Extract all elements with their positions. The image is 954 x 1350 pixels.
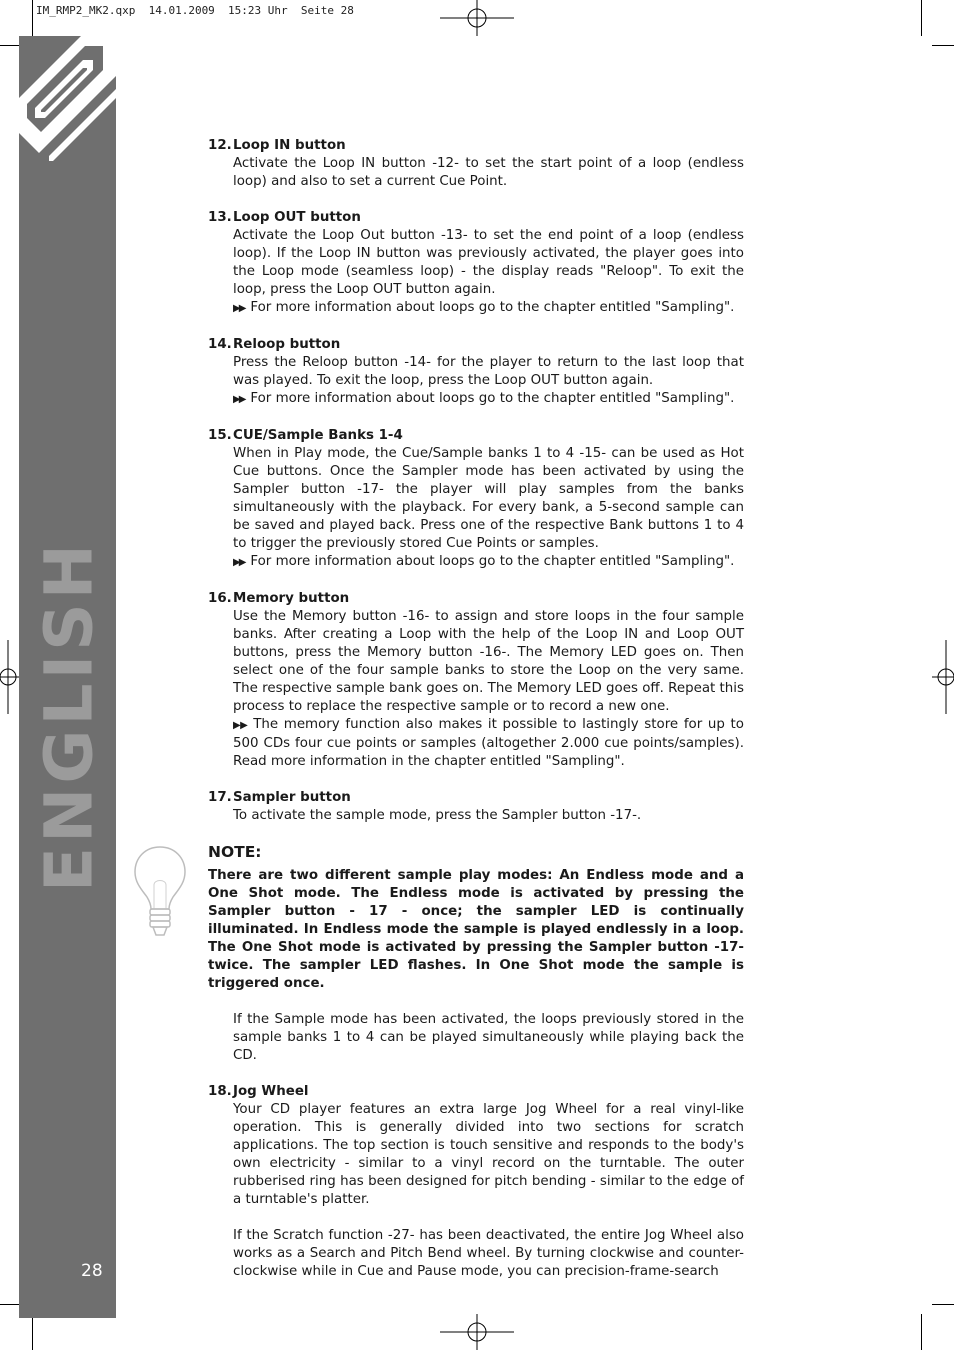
cross-reference: ▶▶ For more information about loops go to the chapter entitled "Sampling". bbox=[233, 300, 735, 315]
section-jog-wheel bbox=[208, 1083, 744, 1281]
paragraph: Use the Memory button -16- to assign and store loops in the four sample banks. After creating a Loop with the help of the Loop IN and Loop OUT buttons, press the Memory button -16-. The Memory LED goes on. Then select one of the four sample banks to store the Loop on the very same. The respective sample bank goes on. The Memory LED goes off. Repeat this process to replace the respective sample or to record a new one. bbox=[233, 609, 744, 714]
section-sampler bbox=[208, 789, 744, 825]
note-text: There are two different sample play modes: An Endless mode and a One Shot mode. The Endless mode is activated by pressing the Sampler button - 17 - once; the sampler LED is continually illuminated. In Endless mode the sample is played endlessly in a loop. The One Shot mode is activated by pressing the Sampler button -17- twice. The sampler LED flashes. In One Shot mode the sample is triggered once. bbox=[208, 868, 744, 991]
section-loop-in bbox=[208, 137, 744, 191]
section-reloop bbox=[208, 336, 744, 409]
section-body bbox=[233, 608, 744, 771]
double-arrow-icon: ▶▶ bbox=[233, 720, 248, 731]
section-body bbox=[233, 807, 744, 825]
sidebar bbox=[19, 36, 116, 1318]
page-number: 28 bbox=[81, 1261, 103, 1281]
paragraph: To activate the sample mode, press the Sampler button -17-. bbox=[233, 808, 642, 823]
section-body bbox=[233, 227, 744, 318]
crop-mark bbox=[932, 1304, 954, 1305]
section-body bbox=[233, 354, 744, 409]
paragraph: When in Play mode, the Cue/Sample banks 1 to 4 -15- can be used as Hot Cue buttons. Once the Sampler mode has been activated by using the Sampler button -17- the player will play samples from the banks simultaneously with the playback. For every bank, a 5-second sample can be saved and played back. Press one of the respective Bank buttons 1 to 4 to trigger the previously stored Cue Points or samples. bbox=[233, 446, 744, 551]
section-body bbox=[233, 1101, 744, 1281]
section-title: 13.Loop OUT button bbox=[208, 210, 361, 225]
section-title: 16.Memory button bbox=[208, 591, 350, 606]
paragraph: If the Scratch function -27- has been deactivated, the entire Jog Wheel also works as a Search and Pitch Bend wheel. By turning clockwise and counter-clockwise while in Cue and Pause mode, you can precision-frame-search bbox=[233, 1228, 744, 1279]
crop-mark bbox=[32, 1314, 33, 1350]
note-title: NOTE: bbox=[208, 843, 262, 861]
section-title: 14.Reloop button bbox=[208, 337, 341, 352]
cross-reference: ▶▶ The memory function also makes it possible to lastingly store for up to 500 CDs four cue points or samples (altogether 2.000 cue points/samples). Read more information in the chapter entitled "Sampling". bbox=[233, 717, 744, 769]
double-arrow-icon: ▶▶ bbox=[233, 303, 245, 314]
cross-reference: ▶▶ For more information about loops go to the chapter entitled "Sampling". bbox=[233, 554, 735, 569]
crop-mark bbox=[932, 45, 954, 46]
paragraph: Press the Reloop button -14- for the player to return to the last loop that was played. To exit the loop, press the Loop OUT button again. bbox=[233, 355, 744, 388]
registration-mark-bottom bbox=[440, 1314, 514, 1350]
registration-mark-right bbox=[932, 640, 954, 714]
crop-mark bbox=[32, 0, 33, 36]
paragraph: Activate the Loop Out button -13- to set the end point of a loop (endless loop). If the Loop IN button was previously activated, the player goes into the Loop mode (seamless loop) - the display reads "Reloop". To exit the loop, press the Loop OUT button again. bbox=[233, 228, 744, 297]
light-bulb-icon bbox=[133, 845, 187, 941]
cross-reference: ▶▶ For more information about loops go to the chapter entitled "Sampling". bbox=[233, 391, 735, 406]
section-title: 12.Loop IN button bbox=[208, 138, 346, 153]
section-cue-sample-banks bbox=[208, 427, 744, 572]
brand-logo-icon bbox=[19, 36, 116, 166]
paragraph: Activate the Loop IN button -12- to set the start point of a loop (endless loop) and also to set a current Cue Point. bbox=[233, 156, 744, 189]
section-title: 17.Sampler button bbox=[208, 790, 351, 805]
language-label: ENGLISH bbox=[30, 540, 108, 892]
double-arrow-icon: ▶▶ bbox=[233, 394, 245, 405]
note-followup: If the Sample mode has been activated, the loops previously stored in the sample banks 1 to 4 can be played simultaneously while playing back the CD. bbox=[233, 1012, 744, 1063]
crop-mark bbox=[921, 0, 922, 36]
section-memory bbox=[208, 590, 744, 771]
double-arrow-icon: ▶▶ bbox=[233, 557, 245, 568]
section-loop-out bbox=[208, 209, 744, 318]
section-title: 15.CUE/Sample Banks 1-4 bbox=[208, 428, 403, 443]
section-title: 18.Jog Wheel bbox=[208, 1084, 309, 1099]
section-body bbox=[233, 445, 744, 572]
paragraph: Your CD player features an extra large Jog Wheel for a real vinyl-like operation. This is generally divided into two sections for scratch applications. The top section is touch sensitive and responds to the body's own electricity - similar to a vinyl record on the turntable. The outer rubberised ring has been designed for pitch bending - similar to the edge of a turntable's platter. bbox=[233, 1102, 744, 1207]
registration-mark-top bbox=[440, 0, 514, 36]
print-slug: IM_RMP2_MK2.qxp 14.01.2009 15:23 Uhr Seite 28 bbox=[36, 4, 354, 17]
main-content bbox=[208, 137, 744, 1299]
crop-mark bbox=[921, 1314, 922, 1350]
section-body bbox=[233, 155, 744, 191]
